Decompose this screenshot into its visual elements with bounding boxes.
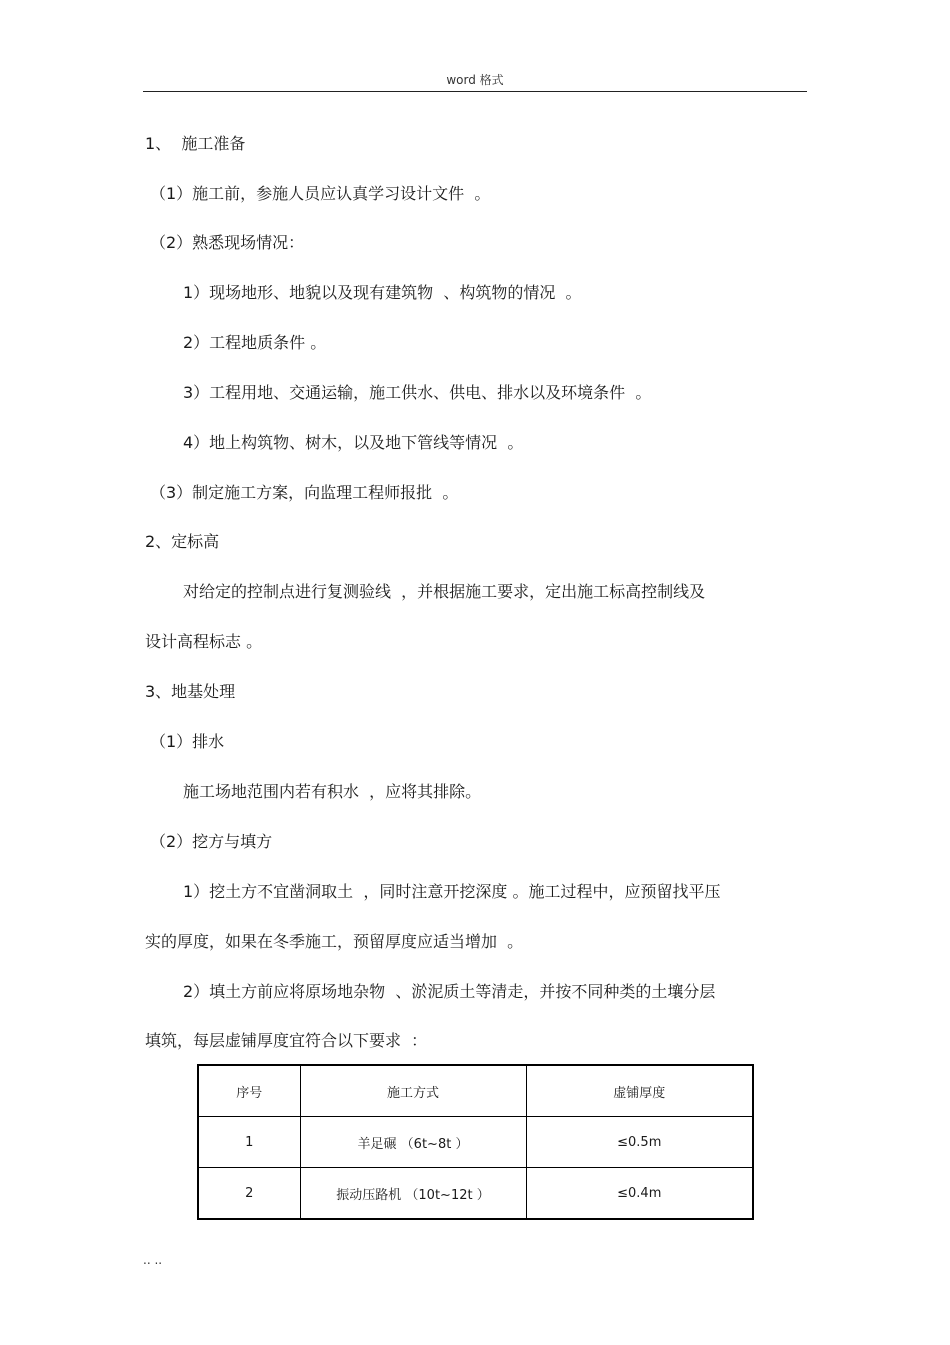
table-row (198, 1117, 753, 1168)
section-heading-3: 3、地基处理 (145, 682, 236, 701)
list-item: 3）工程用地、交通运输，施工供水、供电、排水以及环境条件 。 (183, 383, 652, 402)
compaction-table (197, 1064, 754, 1220)
paragraph-line: （2）熟悉现场情况： (150, 233, 305, 252)
paragraph-line: 填筑，每层虚铺厚度宜符合以下要求 ： (145, 1031, 428, 1050)
list-item: 2）填土方前应将原场地杂物 、淤泥质土等清走，并按不同种类的土壤分层 (183, 982, 716, 1001)
table-row (198, 1168, 753, 1220)
paragraph-line: （2）挖方与填方 (150, 832, 273, 851)
paragraph-line: 施工场地范围内若有积水 ，应将其排除。 (183, 782, 482, 801)
paragraph-line: （3）制定施工方案，向监理工程师报批 。 (150, 483, 459, 502)
table-header-row (198, 1065, 753, 1117)
list-item: 1）挖土方不宜凿洞取土 ，同时注意开挖深度 。施工过程中，应预留找平压 (183, 882, 721, 901)
header-divider (143, 91, 807, 92)
table-cell: ≤0.4m (526, 1168, 753, 1220)
table-cell: 1 (198, 1117, 300, 1168)
table-cell: 羊足碾 （6t~8t ） (300, 1117, 526, 1168)
list-item: 2）工程地质条件 。 (183, 333, 327, 352)
header-cell-method: 施工方式 (300, 1065, 526, 1117)
header-cell-index: 序号 (198, 1065, 300, 1117)
header-cell-thickness: 虚铺厚度 (526, 1065, 753, 1117)
page-header: word 格式 (446, 73, 504, 87)
paragraph-line: 实的厚度，如果在冬季施工，预留厚度应适当增加 。 (145, 932, 524, 951)
paragraph-line: 对给定的控制点进行复测验线 ，并根据施工要求，定出施工标高控制线及 (183, 582, 706, 601)
section-heading-2: 2、定标高 (145, 532, 220, 551)
table-cell: ≤0.5m (526, 1117, 753, 1168)
list-item: 1）现场地形、地貌以及现有建筑物 、构筑物的情况 。 (183, 283, 582, 302)
section-heading-1: 1、 施工准备 (145, 134, 246, 153)
list-item: 4）地上构筑物、树木，以及地下管线等情况 。 (183, 433, 524, 452)
table-cell: 2 (198, 1168, 300, 1220)
page-footer: .. .. (143, 1253, 163, 1267)
paragraph-line: （1）施工前，参施人员应认真学习设计文件 。 (150, 184, 491, 203)
paragraph-line: （1）排水 (150, 732, 225, 751)
table-cell: 振动压路机 （10t~12t ） (300, 1168, 526, 1220)
paragraph-line: 设计高程标志 。 (145, 632, 263, 651)
